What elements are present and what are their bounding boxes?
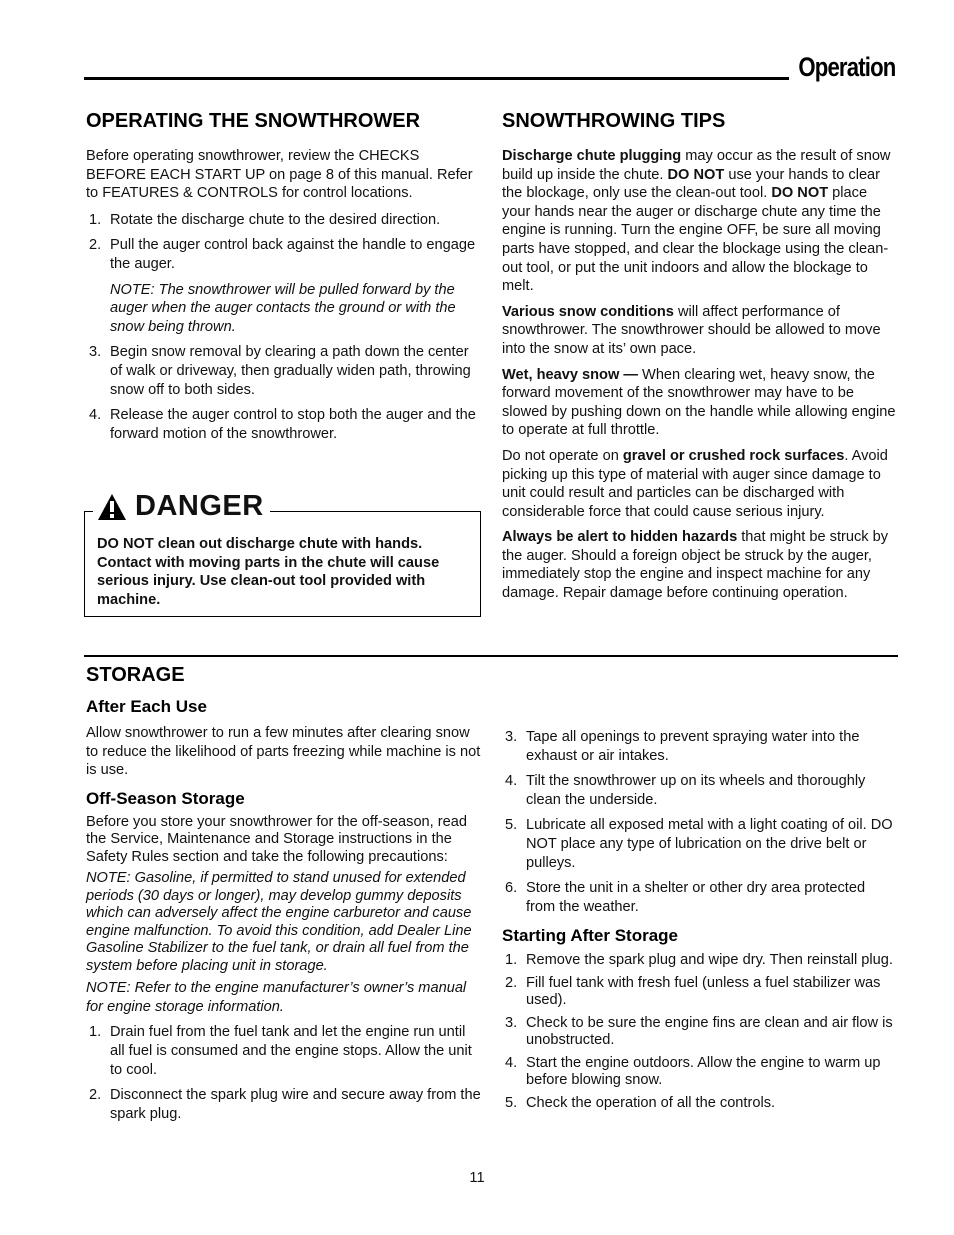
operating-section bbox=[86, 110, 482, 450]
operating-steps bbox=[86, 211, 482, 274]
list-item: 2. Disconnect the spark plug wire and secure away from the spark plug. bbox=[89, 1087, 481, 1122]
danger-text: DO NOT clean out discharge chute with hands. Contact with moving parts in the chute will cause serious injury. Use clean-out tool provided with machine. bbox=[97, 536, 440, 608]
tips-paragraph-wet-snow: Wet, heavy snow — When clearing wet, heavy snow, the forward movement of the snowthrower may have to be slowed by pushing down on the handle while allowing engine to operate at full throttle. bbox=[502, 366, 896, 439]
list-item: 5. Check the operation of all the controls. bbox=[505, 1094, 776, 1111]
operating-intro: Before operating snowthrower, review the CHECKS BEFORE EACH START UP on page 8 of this manual. Refer to FEATURES & CONTROLS for control locations. bbox=[86, 148, 473, 202]
list-item: 6. Store the unit in a shelter or other dry area protected from the weather. bbox=[505, 880, 866, 915]
tips-section bbox=[502, 110, 898, 610]
after-use-text: Allow snowthrower to run a few minutes after clearing snow to reduce the likelihood of parts freezing while machine is not is use. bbox=[86, 725, 481, 779]
tips-paragraph-hazards: Always be alert to hidden hazards that might be struck by the auger. Should a foreign object be struck by the auger, immediately stop the engine and inspect machine for any damage. Repair damage before continuing operation. bbox=[502, 529, 889, 602]
page-number: 11 bbox=[469, 1170, 485, 1186]
danger-header bbox=[93, 490, 270, 523]
storage-heading: STORAGE bbox=[86, 664, 185, 686]
list-item: 1. Remove the spark plug and wipe dry. Then reinstall plug. bbox=[505, 952, 893, 969]
warning-triangle-icon bbox=[97, 493, 127, 521]
off-season-steps bbox=[86, 1023, 482, 1123]
after-use-heading: After Each Use bbox=[86, 697, 207, 716]
tips-paragraph-gravel: Do not operate on gravel or crushed rock surfaces. Avoid picking up this type of material with auger since damage to unit could result and particles can be discharged with considerable force that could cause serious injury. bbox=[502, 447, 888, 520]
list-item: 4. Start the engine outdoors. Allow the engine to warm up before blowing snow. bbox=[505, 1054, 881, 1089]
list-item: 3. Begin snow removal by clearing a path down the center of walk or driveway, then gradually widen path, throwing snow off to both sides. bbox=[89, 344, 471, 398]
off-season-steps-continued bbox=[502, 728, 898, 916]
off-season-note-gasoline: NOTE: Gasoline, if permitted to stand unused for extended periods (30 days or longer), may develop gummy deposits which can adversely affect the engine carburetor and cause engine malfunction. To avoid this condition, add Dealer Line Gasoline Stabilizer to the fuel tank, or drain all fuel from the system before placing unit in storage. bbox=[86, 870, 472, 974]
storage-right-column bbox=[502, 728, 898, 1117]
list-item: 1. Rotate the discharge chute to the desired direction. bbox=[89, 211, 441, 228]
list-item: 4. Release the auger control to stop both the auger and the forward motion of the snowthrower. bbox=[89, 407, 476, 442]
starting-steps bbox=[502, 952, 898, 1112]
operating-note: NOTE: The snowthrower will be pulled forward by the auger when the auger contacts the ground or with the snow being thrown. bbox=[110, 281, 456, 335]
list-item: 3. Tape all openings to prevent spraying water into the exhaust or air intakes. bbox=[505, 729, 860, 764]
list-item: 2. Fill fuel tank with fresh fuel (unless a fuel stabilizer was used). bbox=[505, 974, 881, 1009]
tips-paragraph-conditions: Various snow conditions will affect performance of snowthrower. The snowthrower should be allowed to move into the snow at its’ own pace. bbox=[502, 303, 881, 357]
danger-label: DANGER bbox=[135, 490, 264, 522]
storage-section bbox=[86, 664, 482, 1130]
operating-heading: OPERATING THE SNOWTHROWER bbox=[86, 110, 421, 132]
tips-paragraph-chute: Discharge chute plugging may occur as the result of snow build up inside the chute. DO NOT use your hands to clear the blockage, only use the clean-out tool. DO NOT place your hands near the auger or discharge chute any time the engine is running. Turn the engine OFF, be sure all moving parts have stopped, and clear the blockage using the clean-out tool, or put the unit indoors and allow the blockage to melt. bbox=[502, 148, 891, 295]
list-item: 2. Pull the auger control back against the handle to engage the auger. bbox=[89, 237, 476, 272]
header-rule bbox=[84, 77, 789, 80]
list-item: 3. Check to be sure the engine fins are clean and air flow is unobstructed. bbox=[505, 1014, 893, 1049]
section-title: Operation bbox=[798, 52, 896, 82]
list-item: 1. Drain fuel from the fuel tank and let the engine run until all fuel is consumed and the engine stops. Allow the unit to cool. bbox=[89, 1024, 472, 1078]
list-item: 4. Tilt the snowthrower up on its wheels and thoroughly clean the underside. bbox=[505, 773, 866, 808]
off-season-note-manual: NOTE: Refer to the engine manufacturer’s owner’s manual for engine storage information. bbox=[86, 980, 467, 1015]
list-item: 5. Lubricate all exposed metal with a light coating of oil. DO NOT place any type of lubrication on the drive belt or pulleys. bbox=[505, 817, 893, 871]
tips-heading: SNOWTHROWING TIPS bbox=[502, 110, 726, 132]
off-season-intro: Before you store your snowthrower for the off-season, read the Service, Maintenance and Storage instructions in the Safety Rules section and take the following precautions: bbox=[86, 813, 467, 865]
starting-heading: Starting After Storage bbox=[502, 926, 679, 946]
section-divider bbox=[84, 655, 898, 657]
off-season-heading: Off-Season Storage bbox=[86, 788, 245, 808]
